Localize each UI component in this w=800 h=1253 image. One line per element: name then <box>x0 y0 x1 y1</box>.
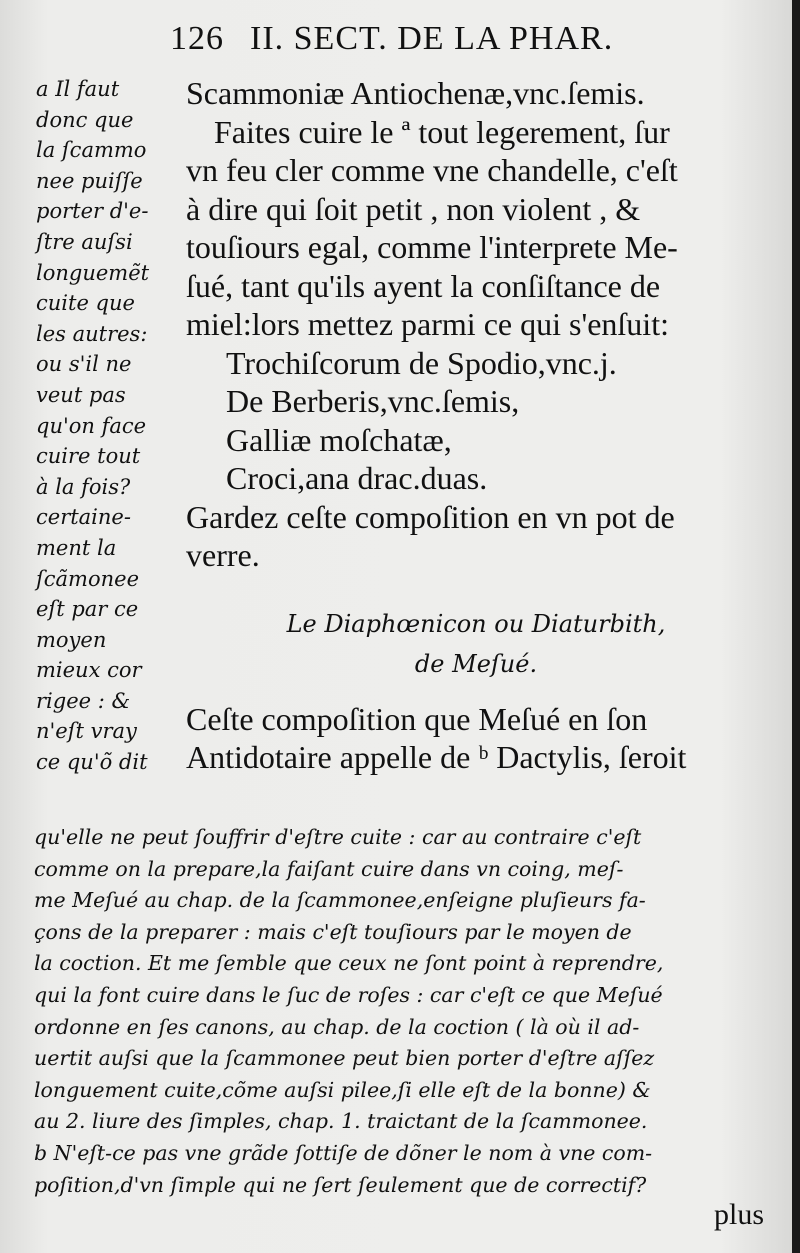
text-line: ſué, tant qu'ils ayent la conſiſtance de <box>186 267 661 304</box>
text-line: à dire qui ſoit petit , non violent , & <box>186 190 641 227</box>
margin-line: les autres: <box>36 321 148 346</box>
main-text-2 <box>186 700 766 776</box>
margin-line: ou s'il ne <box>36 352 132 377</box>
recipe-line: De Berberis,vnc.ſemis, <box>226 383 520 419</box>
footnote-line: çons de la preparer : mais c'eſt touſiours par le moyen de <box>34 919 632 944</box>
margin-line: a Il faut <box>36 77 120 101</box>
footnote-line: la coction. Et me ſemble que ceux ne ſont point à reprendre, <box>34 951 664 976</box>
footnote-block <box>34 822 774 1201</box>
margin-line: cuite que <box>36 291 135 316</box>
text-line: Gardez ceſte compoſition en vn pot de <box>186 498 675 535</box>
footnote-line: au 2. liure des ſimples, chap. 1. traictant de la ſcammonee. <box>34 1109 648 1134</box>
margin-line: ſcãmonee <box>36 566 139 591</box>
running-header <box>170 20 613 58</box>
footnote-line: comme on la prepare,la faiſant cuire dans vn coing, meſ- <box>34 856 624 881</box>
section-title <box>186 604 766 684</box>
margin-line: cuire tout <box>36 444 141 469</box>
page-edge-shadow <box>792 0 800 1253</box>
footnote-line: ordonne en ſes canons, au chap. de la coction ( là où il ad- <box>34 1014 640 1039</box>
margin-line: ſtre auſsi <box>36 229 133 254</box>
margin-line: longuemẽt <box>36 260 150 285</box>
page-number: 126 <box>170 20 224 57</box>
footnote-line: me Meſué au chap. de la ſcammonee,enſeigne pluſieurs fa- <box>34 888 646 913</box>
catchword: plus <box>713 1198 764 1231</box>
margin-line: rigee : & <box>36 688 131 713</box>
section-title-line: Le Diaphœnicon ou Diaturbith, <box>286 610 666 638</box>
recipe-line: Croci,ana drac.duas. <box>226 460 488 496</box>
footnote-line: longuement cuite,cõme auſsi pilee,ſi elle eſt de la bonne) & <box>34 1077 651 1102</box>
margin-note <box>36 74 176 778</box>
margin-line: veut pas <box>36 382 126 407</box>
text-line: Ceſte compoſition que Meſué en ſon <box>186 701 648 737</box>
text-line: Faites cuire le ª tout legerement, ſur <box>214 113 670 150</box>
margin-line: donc que <box>36 107 134 132</box>
text-line: vn feu cler comme vne chandelle, c'eſt <box>186 152 678 188</box>
footnote-line: qui la font cuire dans le ſuc de roſes : car c'eſt ce que Meſué <box>34 982 663 1007</box>
margin-line: nee puiſſe <box>36 168 143 193</box>
footnote-line: poſition,d'vn ſimple qui ne ſert ſeulement que de correctif? <box>34 1172 647 1197</box>
text-line: Antidotaire appelle de ᵇ Dactylis, ſeroit <box>186 739 687 775</box>
margin-line: moyen <box>36 627 107 652</box>
recipe-line: Trochiſcorum de Spodio,vnc.j. <box>226 344 617 381</box>
text-line: verre. <box>186 537 260 573</box>
margin-line: porter d'e- <box>36 199 149 224</box>
margin-line: n'eſt vray <box>36 719 137 744</box>
footnote-line: uertit auſsi que la ſcammonee peut bien porter d'eſtre aſſez <box>34 1046 655 1071</box>
margin-line: certaine- <box>36 505 131 530</box>
footnote-line: b N'eſt-ce pas vne grãde ſottiſe de dõner le nom à vne com- <box>34 1140 653 1165</box>
margin-line: qu'on face <box>36 413 147 438</box>
running-title: II. SECT. DE LA PHAR. <box>250 20 614 57</box>
margin-line: à la fois? <box>36 474 131 499</box>
margin-line: eſt par ce <box>36 597 139 622</box>
text-line: Scammoniæ Antiochenæ,vnc.ſemis. <box>186 75 645 111</box>
section-title-line: de Meſué. <box>414 650 538 678</box>
footnote-line: qu'elle ne peut ſouffrir d'eſtre cuite : car au contraire c'eſt <box>34 825 642 849</box>
margin-line: mieux cor <box>36 658 142 683</box>
margin-line: ce qu'õ dit <box>36 750 148 775</box>
margin-line: la ſcammo <box>36 138 147 163</box>
margin-line: ment la <box>36 535 117 560</box>
recipe-line: Galliæ moſchatæ, <box>226 421 452 458</box>
text-line: touſiours egal, comme l'interprete Me- <box>186 229 678 265</box>
text-line: miel:lors mettez parmi ce qui s'enſuit: <box>186 306 669 342</box>
main-text <box>186 74 766 575</box>
